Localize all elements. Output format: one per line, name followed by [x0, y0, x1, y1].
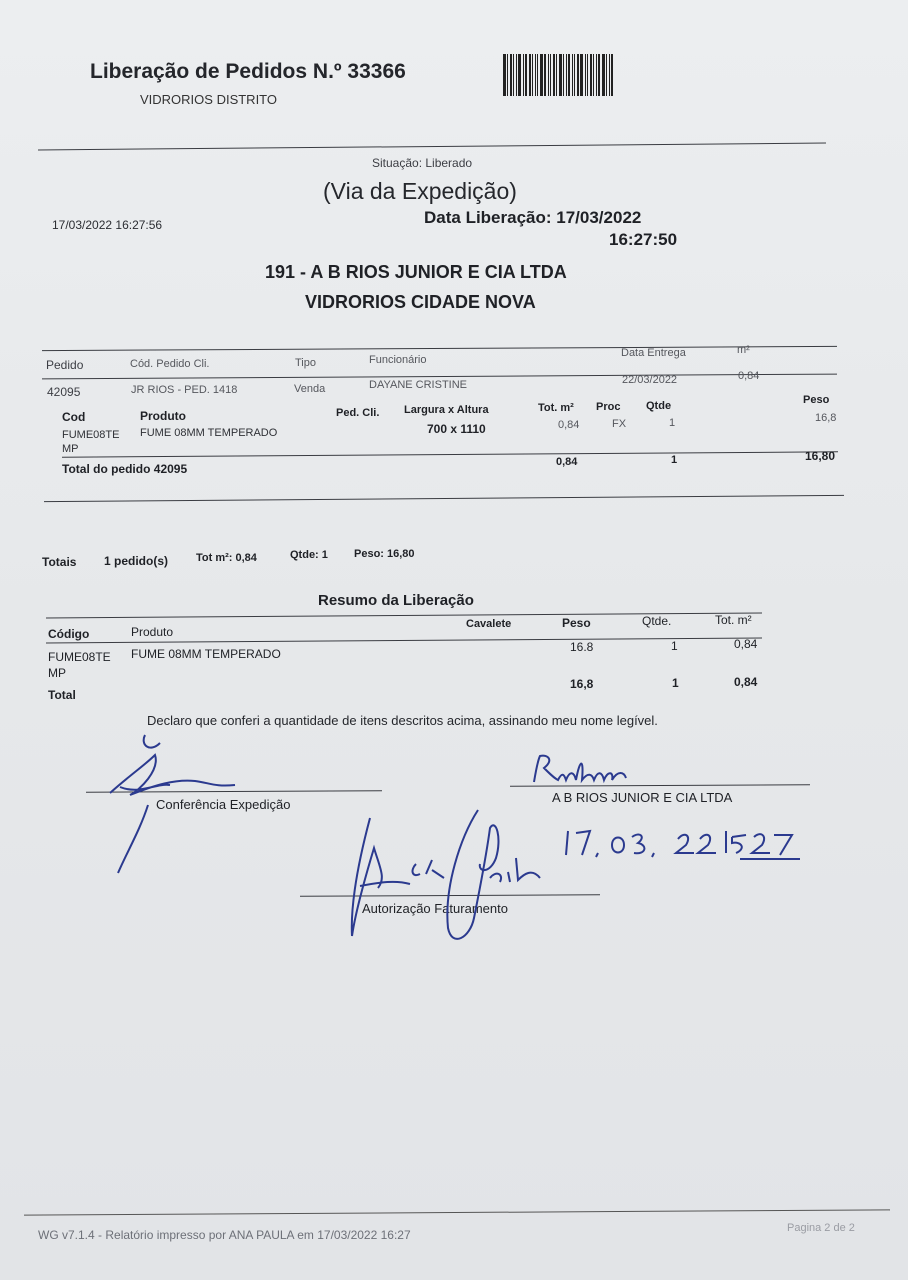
resumo-col-cavalete: Cavalete	[466, 618, 512, 630]
barcode-bar	[559, 54, 562, 96]
autorizacao-label: Autorização Faturamento	[362, 901, 508, 916]
barcode-bar	[507, 54, 508, 96]
barcode-bar	[602, 54, 605, 96]
item-total-line	[62, 451, 838, 457]
footer-line	[24, 1209, 890, 1215]
barcode-bar	[513, 54, 514, 96]
item-col-ped-cli: Ped. Cli.	[336, 407, 380, 419]
item-col-tot-m2: Tot. m²	[538, 402, 574, 414]
resumo-total-tot-m2: 0,84	[734, 675, 758, 689]
barcode-bar	[523, 54, 524, 96]
order-table-top-line	[42, 346, 837, 351]
item-cod-line2: MP	[62, 443, 79, 455]
item-peso: 16,8	[815, 412, 837, 424]
barcode-bar	[598, 54, 600, 96]
barcode-bar	[510, 54, 512, 96]
barcode-bar	[503, 54, 506, 96]
barcode-bar	[525, 54, 527, 96]
order-total-peso: 16,80	[805, 449, 836, 463]
barcode-bar	[540, 54, 543, 96]
item-col-cod: Cod	[62, 410, 86, 424]
item-produto: FUME 08MM TEMPERADO	[140, 427, 278, 439]
order-total-qtde: 1	[671, 454, 678, 466]
totals-m2: Tot m²: 0,84	[196, 552, 257, 564]
barcode-bar	[544, 54, 546, 96]
resumo-col-produto: Produto	[131, 625, 174, 639]
totals-peso: Peso: 16,80	[354, 548, 415, 560]
resumo-total-label: Total	[48, 688, 76, 702]
resumo-produto: FUME 08MM TEMPERADO	[131, 647, 281, 661]
tipo-value: Venda	[294, 383, 326, 395]
col-cod-pedido-cli: Cód. Pedido Cli.	[130, 358, 210, 370]
document-title: Liberação de Pedidos N.º 33366	[90, 60, 406, 83]
barcode	[503, 54, 643, 96]
barcode-bar	[516, 54, 517, 96]
barcode-bar	[574, 54, 575, 96]
client-branch: VIDRORIOS CIDADE NOVA	[305, 292, 536, 312]
data-liberacao: Data Liberação: 17/03/2022	[424, 208, 642, 227]
resumo-peso: 16.8	[570, 640, 594, 654]
resumo-total-qtde: 1	[672, 676, 679, 690]
resumo-codigo-line1: FUME08TE	[48, 650, 111, 664]
via-label: (Via da Expedição)	[323, 178, 517, 204]
resumo-col-tot-m2: Tot. m²	[715, 613, 752, 627]
data-liberacao-time: 16:27:50	[609, 230, 678, 249]
barcode-bar	[563, 54, 564, 96]
barcode-bar	[572, 54, 573, 96]
cod-pedido-cli: JR RIOS - PED. 1418	[131, 384, 238, 396]
conferencia-label: Conferência Expedição	[156, 797, 291, 812]
barcode-bar	[585, 54, 586, 96]
col-funcionario: Funcionário	[369, 354, 427, 366]
totals-qtde: Qtde: 1	[290, 549, 328, 561]
col-pedido: Pedido	[46, 358, 84, 372]
company-name: VIDRORIOS DISTRITO	[140, 92, 277, 107]
barcode-bar	[553, 54, 555, 96]
footer-report-info: WG v7.1.4 - Relatório impresso por ANA PAULA em 17/03/2022 16:27	[38, 1228, 411, 1242]
barcode-bar	[611, 54, 613, 96]
barcode-bar	[548, 54, 549, 96]
barcode-bar	[577, 54, 579, 96]
barcode-bar	[606, 54, 607, 96]
pedido-number: 42095	[47, 385, 81, 399]
barcode-bar	[590, 54, 592, 96]
order-table-bottom-line	[44, 495, 844, 502]
item-col-peso: Peso	[803, 394, 830, 406]
barcode-bar	[556, 54, 557, 96]
cliente-label: A B RIOS JUNIOR E CIA LTDA	[552, 790, 733, 805]
resumo-qtde: 1	[671, 639, 678, 653]
item-proc: FX	[612, 418, 627, 430]
barcode-bar	[587, 54, 588, 96]
item-col-largura-altura: Largura x Altura	[404, 404, 489, 416]
funcionario-value: DAYANE CRISTINE	[369, 379, 467, 391]
item-col-proc: Proc	[596, 401, 621, 413]
item-largura-altura: 700 x 1110	[427, 422, 486, 436]
barcode-bar	[596, 54, 597, 96]
data-entrega-value: 22/03/2022	[622, 374, 678, 386]
resumo-total-peso: 16,8	[570, 677, 594, 691]
barcode-bar	[518, 54, 521, 96]
order-total-m2: 0,84	[556, 456, 578, 468]
resumo-col-codigo: Código	[48, 627, 90, 641]
m2-value: 0,84	[738, 370, 760, 382]
printed-timestamp: 17/03/2022 16:27:56	[52, 218, 163, 232]
barcode-bar	[580, 54, 583, 96]
barcode-bar	[609, 54, 610, 96]
barcode-bar	[550, 54, 551, 96]
declaration-text: Declaro que conferi a quantidade de itens descritos acima, assinando meu nome legível.	[147, 713, 658, 728]
barcode-bar	[568, 54, 570, 96]
col-m2: m²	[737, 344, 750, 356]
barcode-bar	[566, 54, 567, 96]
footer-page-number: Pagina 2 de 2	[787, 1222, 855, 1234]
col-tipo: Tipo	[295, 357, 316, 369]
barcode-bar	[529, 54, 531, 96]
resumo-codigo-line2: MP	[48, 666, 66, 680]
totals-pedidos: 1 pedido(s)	[104, 554, 169, 568]
client-name: 191 - A B RIOS JUNIOR E CIA LTDA	[265, 262, 567, 282]
item-tot-m2: 0,84	[558, 419, 580, 431]
totals-label: Totais	[42, 555, 77, 569]
col-data-entrega: Data Entrega	[621, 347, 686, 359]
barcode-bar	[593, 54, 594, 96]
resumo-col-peso: Peso	[562, 616, 591, 630]
item-cod-line1: FUME08TE	[62, 429, 120, 441]
resumo-tot-m2: 0,84	[734, 637, 758, 651]
order-total-label: Total do pedido 42095	[62, 462, 188, 476]
barcode-bar	[537, 54, 538, 96]
header-divider	[38, 143, 826, 151]
resumo-col-qtde: Qtde.	[642, 614, 672, 628]
item-col-qtde: Qtde	[646, 400, 672, 412]
item-qtde: 1	[669, 417, 676, 429]
barcode-bar	[535, 54, 536, 96]
barcode-bar	[532, 54, 533, 96]
resumo-title: Resumo da Liberação	[318, 592, 474, 609]
situacao-label: Situação: Liberado	[372, 156, 473, 170]
item-col-produto: Produto	[140, 409, 186, 423]
